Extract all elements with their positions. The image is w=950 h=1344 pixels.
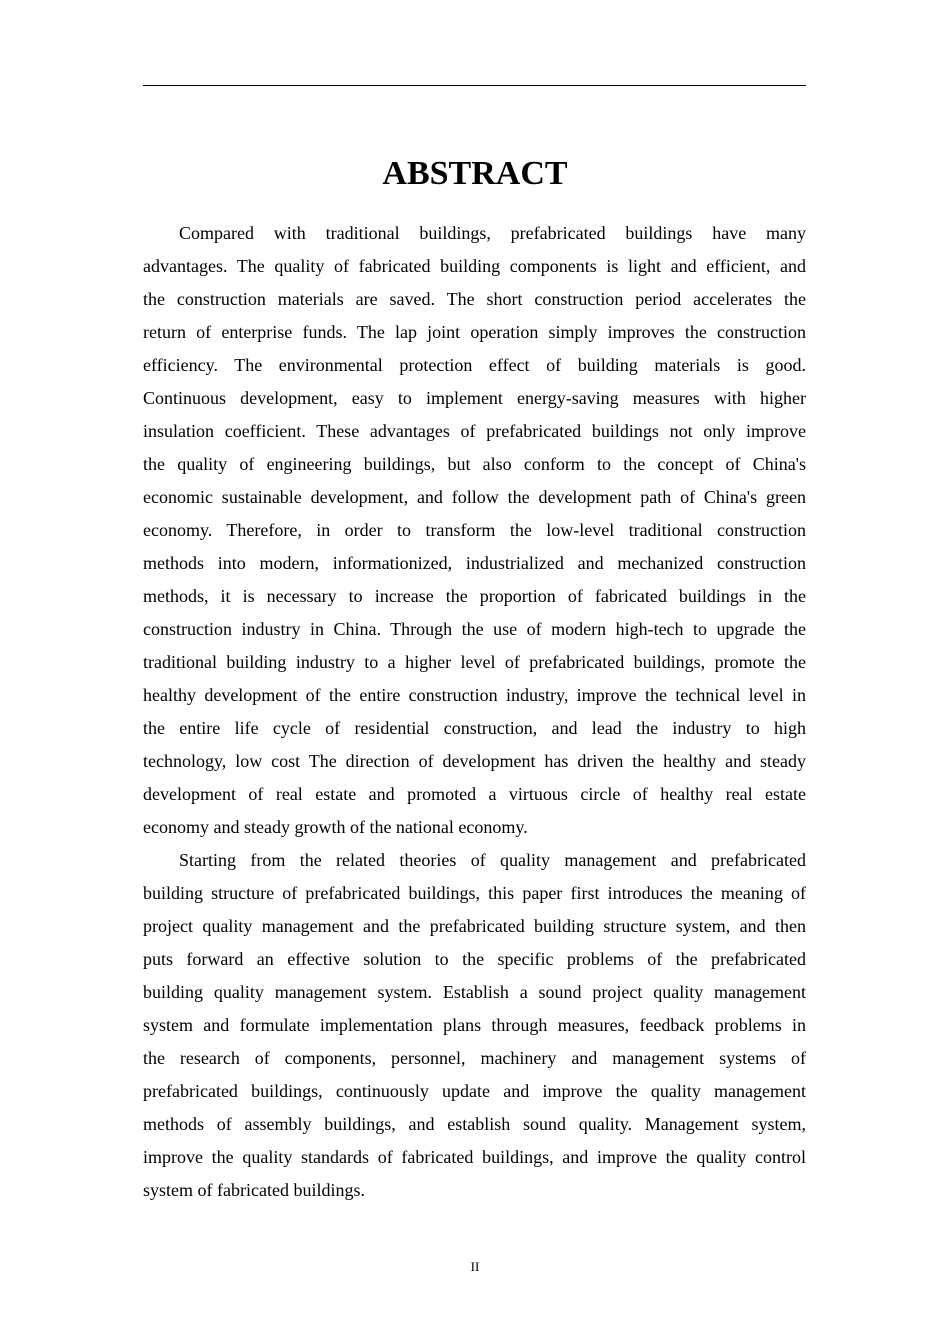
text-line: traditional building industry to a higher level of prefabricated buildings, promote the	[143, 652, 806, 672]
text-line: project quality management and the prefabricated building structure system, and then	[143, 916, 806, 936]
text-line: methods of assembly buildings, and establish sound quality. Management system,	[143, 1114, 806, 1134]
abstract-paragraph	[143, 844, 806, 1207]
page-title: ABSTRACT	[382, 155, 568, 192]
text-line: the research of components, personnel, machinery and management systems of	[143, 1048, 806, 1068]
text-line: methods into modern, informationized, industrialized and mechanized construction	[143, 553, 806, 573]
abstract-paragraph	[143, 217, 806, 844]
text-line: advantages. The quality of fabricated building components is light and efficient, and	[143, 256, 806, 276]
text-line: Compared with traditional buildings, prefabricated buildings have many	[179, 223, 806, 243]
text-line: economy. Therefore, in order to transform the low-level traditional construction	[143, 520, 806, 540]
page-number: II	[470, 1259, 480, 1274]
text-line: economy and steady growth of the national economy.	[143, 817, 528, 837]
text-line: Starting from the related theories of quality management and prefabricated	[179, 850, 806, 870]
text-line: system and formulate implementation plans through measures, feedback problems in	[143, 1015, 806, 1035]
text-line: puts forward an effective solution to the specific problems of the prefabricated	[143, 949, 806, 969]
text-line: technology, low cost The direction of development has driven the healthy and steady	[143, 751, 806, 771]
text-line: Continuous development, easy to implement energy-saving measures with higher	[143, 388, 806, 408]
text-line: building quality management system. Establish a sound project quality management	[143, 982, 806, 1002]
text-line: system of fabricated buildings.	[143, 1180, 365, 1200]
text-line: the construction materials are saved. The short construction period accelerates the	[143, 289, 806, 309]
text-line: construction industry in China. Through the use of modern high-tech to upgrade the	[143, 619, 806, 639]
text-line: the entire life cycle of residential construction, and lead the industry to high	[143, 718, 806, 738]
text-line: return of enterprise funds. The lap joint operation simply improves the construction	[143, 322, 806, 342]
text-line: healthy development of the entire construction industry, improve the technical level in	[143, 685, 806, 705]
text-line: improve the quality standards of fabricated buildings, and improve the quality control	[143, 1147, 806, 1167]
text-line: building structure of prefabricated buildings, this paper first introduces the meaning of	[143, 883, 806, 903]
text-line: economic sustainable development, and follow the development path of China's green	[143, 487, 806, 507]
text-line: the quality of engineering buildings, but also conform to the concept of China's	[143, 454, 806, 474]
text-line: methods, it is necessary to increase the proportion of fabricated buildings in the	[143, 586, 806, 606]
header-rule	[143, 85, 806, 86]
text-line: efficiency. The environmental protection effect of building materials is good.	[143, 355, 806, 375]
text-line: insulation coefficient. These advantages of prefabricated buildings not only improve	[143, 421, 806, 441]
text-line: prefabricated buildings, continuously update and improve the quality management	[143, 1081, 806, 1101]
text-line: development of real estate and promoted a virtuous circle of healthy real estate	[143, 784, 806, 804]
abstract-body	[143, 217, 806, 1207]
